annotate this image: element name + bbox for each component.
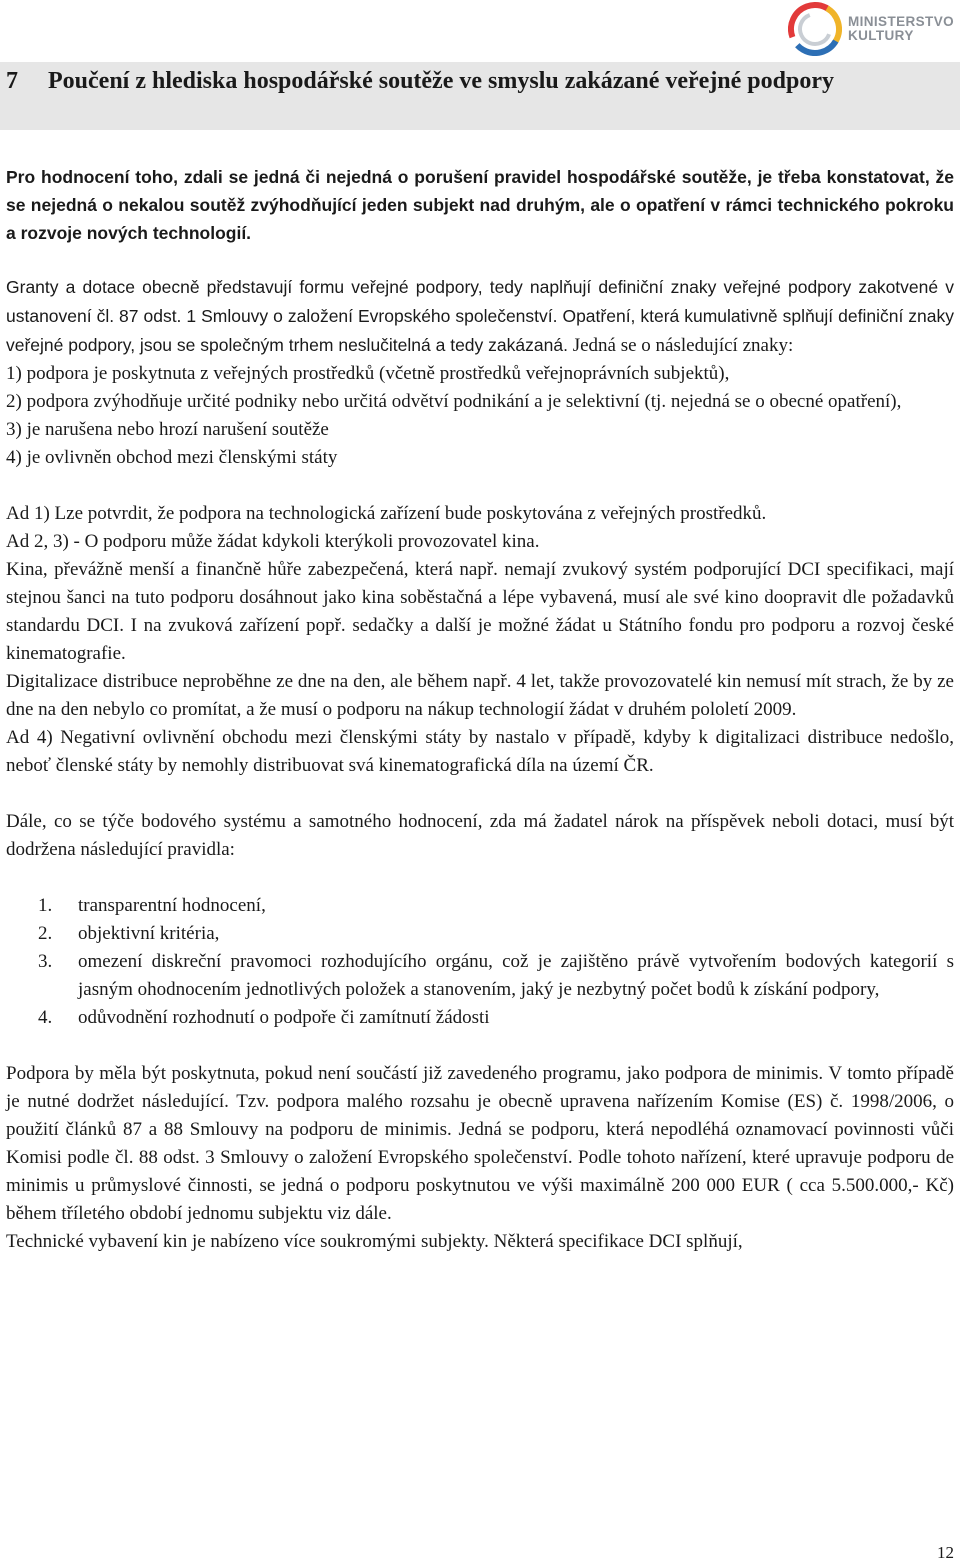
state-aid-paragraph: [6, 273, 954, 360]
criteria-list: [6, 892, 954, 1032]
ad-paragraph: Digitalizace distribuce neproběhne ze dne na den, ale během např. 4 let, takže provozovatelé kin nemusí mít strach, že by ze dne na den nebylo co promítat, a že musí o podporu na nákup technologií žádat v druhém pololetí 2009.: [6, 671, 954, 720]
logo-line-2: KULTURY: [847, 28, 914, 43]
section-title: Poučení z hlediska hospodářské soutěže ve smyslu zakázané veřejné podpory: [48, 68, 834, 94]
list-item: [6, 920, 954, 948]
ministry-emblem-icon: [788, 2, 842, 56]
sign-item: 4) je ovlivněn obchod mezi členskými státy: [6, 447, 338, 468]
equipment-paragraph: Technické vybavení kin je nabízeno více soukromými subjekty. Některá specifikace DCI splňují,: [6, 1231, 743, 1252]
list-text: omezení diskreční pravomoci rozhodujícího orgánu, což je zajištěno právě vytvořením bodových kategorií s jasným ohodnocením jednotlivých položek a stanovením, jaký je nezbytný počet bodů k získání podpory,: [78, 951, 954, 1000]
logo-line-1: MINISTERSTVO: [847, 14, 954, 29]
list-number: 2.: [38, 923, 53, 944]
section-heading: [6, 64, 954, 98]
list-text: odůvodnění rozhodnutí o podpoře či zamítnutí žádosti: [78, 1007, 490, 1028]
rules-intro: Dále, co se týče bodového systému a samotného hodnocení, zda má žadatel nárok na příspěvek neboli dotaci, musí být dodržena následující pravidla:: [6, 811, 954, 860]
de-minimis-paragraph: Podpora by měla být poskytnuta, pokud není součástí již zavedeného programu, jako podpora de minimis. V tomto případě je nutné dodržet následující. Tzv. podpora malého rozsahu je obecně upravena nařízením Komise (ES) č. 1998/2006, o použití článků 87 a 88 Smlouvy na podporu de minimis. Jedná se podporu, která nepodléhá oznamovací povinnosti vůči Komisi podle čl. 88 odst. 3 Smlouvy o založení Evropského společenství. Podle tohoto nařízení, které upravuje podporu de minimis u průmyslové činnosti, se jedná o podporu poskytnutou ve výši maximálně 200 000 EUR ( cca 5.500.000,- Kč) během tříletého období jednomu subjektu viz dále.: [6, 1063, 954, 1224]
list-item: [6, 948, 954, 1004]
ad-paragraph: Ad 4) Negativní ovlivnění obchodu mezi členskými státy by nastalo v případě, kdyby k digitalizaci distribuce nedošlo, neboť členské státy by nemohly distribuovat svá kinematografická díla na území ČR.: [6, 727, 954, 776]
list-number: 1.: [38, 895, 53, 916]
list-text: objektivní kritéria,: [78, 923, 220, 944]
intro-text: Pro hodnocení toho, zdali se jedná či nejedná o porušení pravidel hospodářské soutěže, je třeba konstatovat, že se nejedná o nekalou soutěž zvýhodňující jeden subjekt nad druhým, ale o opatření v rámci technického pokroku a rozvoje nových technologií.: [6, 167, 954, 243]
state-aid-text: Granty a dotace obecně představují formu veřejné podpory, tedy naplňují definiční znaky veřejné podpory zakotvené v ustanovení čl. 87 odst. 1 Smlouvy o založení Evropského společenství. Opatření, která kumulativně splňují definiční znaky veřejné podpory, jsou se společným trhem neslučitelná a tedy zakázaná.: [6, 277, 954, 355]
intro-paragraph: [6, 163, 954, 247]
section-number: 7: [6, 68, 18, 94]
list-number: 3.: [38, 951, 53, 972]
ad-paragraph: Ad 1) Lze potvrdit, že podpora na technologická zařízení bude poskytována z veřejných prostředků.: [6, 503, 767, 524]
list-item: [6, 1004, 954, 1032]
ad-paragraph: Ad 2, 3) - O podporu může žádat kdykoli kterýkoli provozovatel kina.: [6, 531, 540, 552]
ministry-name: [848, 15, 954, 43]
sign-item: 3) je narušena nebo hrozí narušení soutěže: [6, 419, 329, 440]
ad-paragraph: Kina, převážně menší a finančně hůře zabezpečená, která např. nemají zvukový systém podporující DCI specifikaci, mají stejnou šanci na tuto podporu dosáhnout jako kina soběstačná a lépe vybavená, musí ale své kino doopravit dle požadavků standardu DCI. I na zvuková zařízení popř. sedačky a další je možné žádat u Státního fondu pro podporu a rozvoj české kinematografie.: [6, 559, 954, 664]
list-text: transparentní hodnocení,: [78, 895, 266, 916]
section-heading-band: [0, 62, 960, 130]
signs-intro: Jedná se o následující znaky:: [572, 335, 794, 356]
page-number: 12: [937, 1543, 954, 1562]
sign-item: 1) podpora je poskytnuta z veřejných prostředků (včetně prostředků veřejnoprávních subjektů),: [6, 363, 730, 384]
document-body: [6, 163, 954, 1256]
list-item: [6, 892, 954, 920]
sign-item: 2) podpora zvýhodňuje určité podniky nebo určitá odvětví podnikání a je selektivní (tj. nejedná se o obecné opatření),: [6, 391, 902, 412]
ministry-logo: [788, 2, 954, 56]
list-number: 4.: [38, 1007, 53, 1028]
